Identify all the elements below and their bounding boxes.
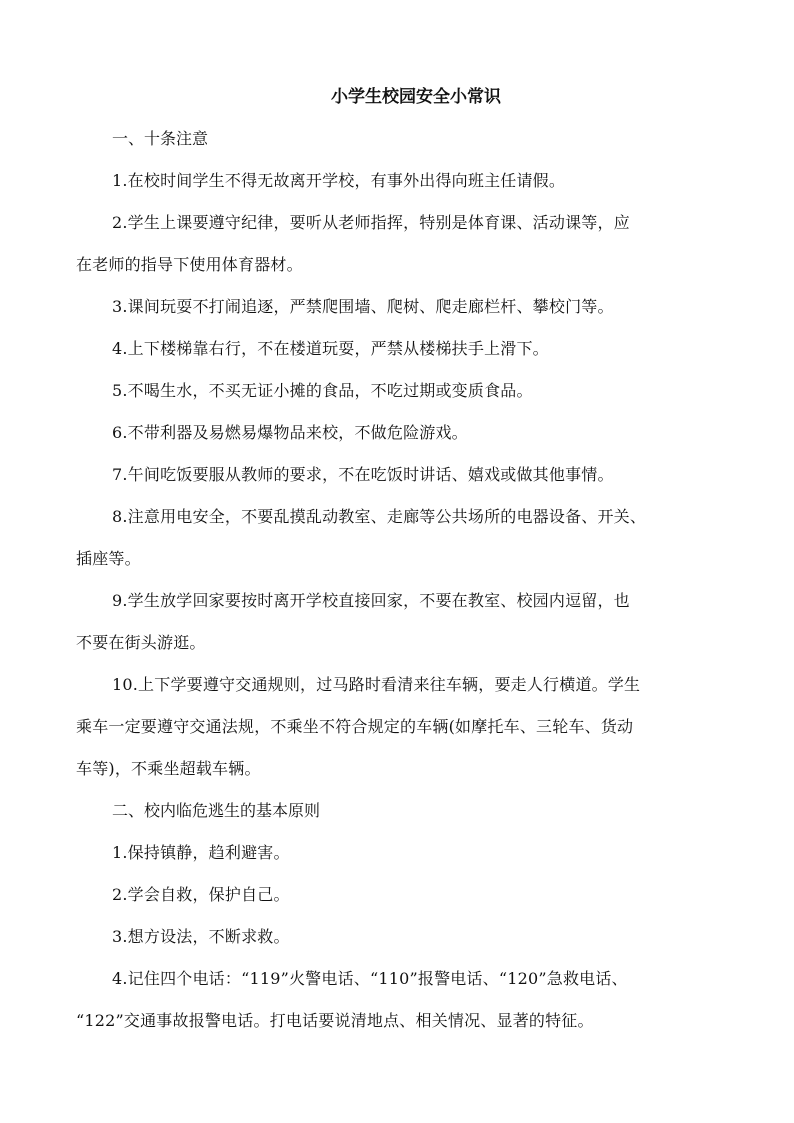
list-item: [76, 412, 726, 454]
list-item: [76, 454, 726, 496]
list-item-line: 2.学会自救，保护自己。: [112, 885, 290, 904]
list-item-line: 6.不带利器及易燃易爆物品来校，不做危险游戏。: [112, 423, 468, 442]
list-item: [76, 286, 726, 328]
list-item-line: 4.上下楼梯靠右行，不在楼道玩耍，严禁从楼梯扶手上滑下。: [112, 339, 549, 358]
list-item-line: 9.学生放学回家要按时离开学校直接回家，不要在教室、校园内逗留，也: [112, 591, 630, 610]
section-escape-principles-list: [76, 832, 726, 1042]
list-item: [76, 874, 726, 916]
list-item: [76, 832, 726, 874]
list-item: [76, 496, 726, 580]
document-page: [76, 76, 726, 1042]
list-item: [76, 664, 726, 790]
list-item-line: 4.记住四个电话：“119”火警电话、“110”报警电话、“120”急救电话、: [112, 969, 628, 988]
list-item-line: 不要在街头游逛。: [76, 633, 206, 652]
list-item-line: “122”交通事故报警电话。打电话要说清地点、相关情况、显著的特征。: [76, 1011, 594, 1030]
document-title: 小学生校园安全小常识: [331, 87, 501, 107]
list-item: [76, 958, 726, 1042]
list-item-line: 10.上下学要遵守交通规则，过马路时看清来往车辆，要走人行横道。学生: [112, 675, 641, 694]
list-item: [76, 580, 726, 664]
section-heading-ten-notes: 一、十条注意: [112, 129, 209, 148]
list-item-line: 在老师的指导下使用体育器材。: [76, 255, 303, 274]
list-item-line: 3.课间玩耍不打闹追逐，严禁爬围墙、爬树、爬走廊栏杆、攀校门等。: [112, 297, 614, 316]
list-item-line: 插座等。: [76, 549, 141, 568]
list-item: [76, 328, 726, 370]
list-item-line: 乘车一定要遵守交通法规，不乘坐不符合规定的车辆(如摩托车、三轮车、货动: [76, 717, 634, 736]
list-item-line: 1.保持镇静，趋利避害。: [112, 843, 290, 862]
list-item: [76, 160, 726, 202]
list-item-line: 2.学生上课要遵守纪律，要听从老师指挥，特别是体育课、活动课等，应: [112, 213, 630, 232]
list-item-line: 5.不喝生水，不买无证小摊的食品，不吃过期或变质食品。: [112, 381, 533, 400]
list-item-line: 8.注意用电安全，不要乱摸乱动教室、走廊等公共场所的电器设备、开关、: [112, 507, 647, 526]
list-item-line: 3.想方设法，不断求救。: [112, 927, 290, 946]
list-item: [76, 202, 726, 286]
section-ten-notes-list: [76, 160, 726, 790]
section-heading-escape-principles: 二、校内临危逃生的基本原则: [112, 801, 321, 820]
list-item-line: 7.午间吃饭要服从教师的要求，不在吃饭时讲话、嬉戏或做其他事情。: [112, 465, 614, 484]
list-item-line: 车等)，不乘坐超载车辆。: [76, 759, 261, 778]
list-item: [76, 916, 726, 958]
list-item-line: 1.在校时间学生不得无故离开学校，有事外出得向班主任请假。: [112, 171, 566, 190]
list-item: [76, 370, 726, 412]
